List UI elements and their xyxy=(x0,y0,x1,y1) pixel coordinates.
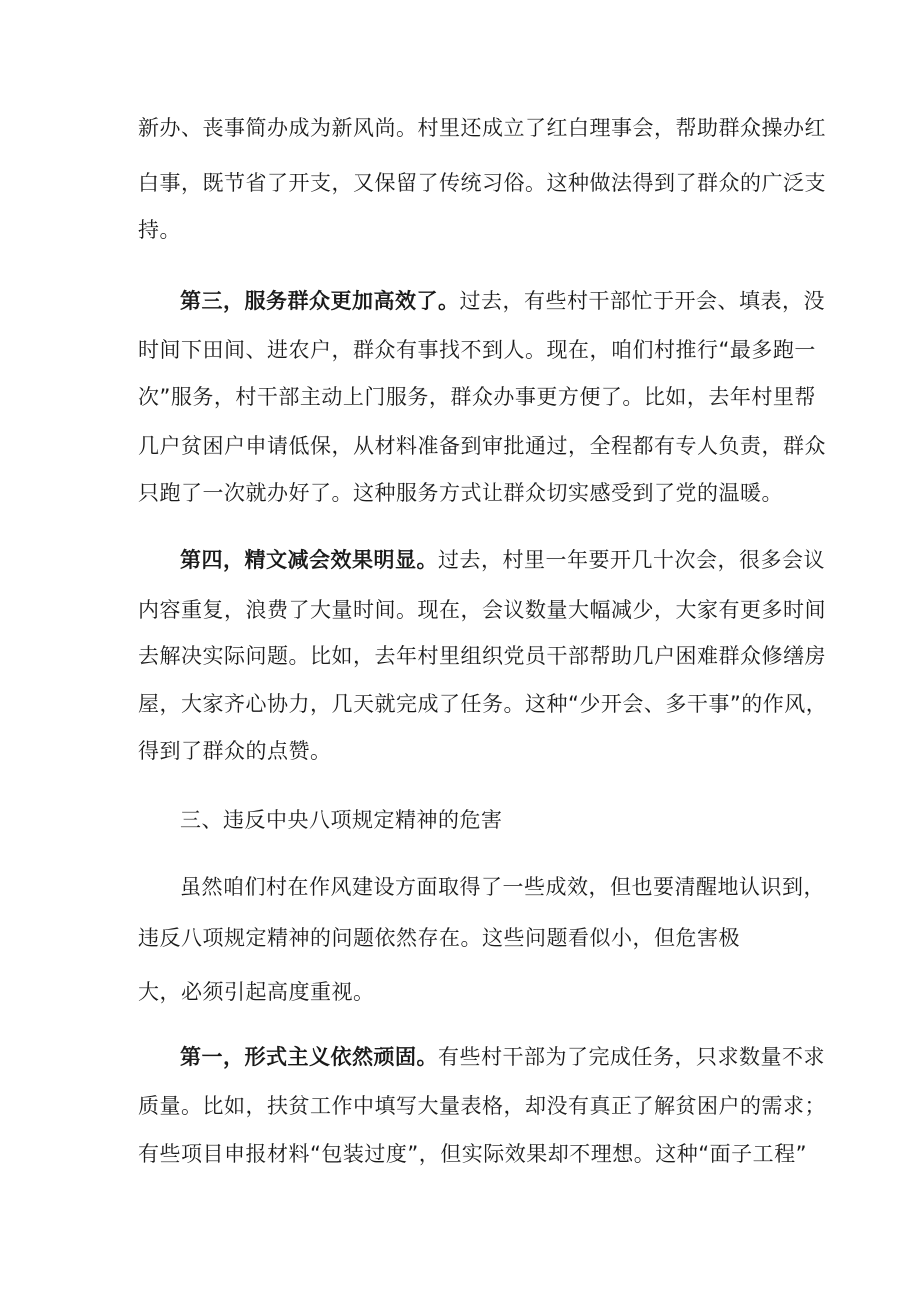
paragraph-3-heading: 第四，精文减会效果明显。 xyxy=(180,548,438,572)
paragraph-1-line-3: 持。 xyxy=(138,218,181,242)
paragraph-3-line-4: 屋，大家齐心协力，几天就完成了任务。这种“少开会、多干事”的作风， xyxy=(138,692,828,716)
paragraph-5-line-3: 有些项目申报材料“包装过度”，但实际效果却不理想。这种“面子工程” xyxy=(138,1142,808,1166)
paragraph-2-line-4: 几户贫困户申请低保，从材料准备到审批通过，全程都有专人负责，群众 xyxy=(138,434,826,458)
paragraph-4-line-3: 大，必须引起高度重视。 xyxy=(138,980,375,1004)
section-title: 三、违反中央八项规定精神的危害 xyxy=(180,808,503,832)
paragraph-2-line-1 xyxy=(180,287,825,315)
paragraph-1-line-1: 新办、丧事简办成为新风尚。村里还成立了红白理事会，帮助群众操办红 xyxy=(138,116,826,140)
paragraph-3-line-2: 内容重复，浪费了大量时间。现在，会议数量大幅减少，大家有更多时间 xyxy=(138,598,826,622)
paragraph-5-heading: 第一，形式主义依然顽固。 xyxy=(180,1045,438,1069)
paragraph-3-line-3: 去解决实际问题。比如，去年村里组织党员干部帮助几户困难群众修缮房 xyxy=(138,644,826,668)
paragraph-2-line-3: 次”服务，村干部主动上门服务，群众办事更方便了。比如，去年村里帮 xyxy=(138,385,816,409)
paragraph-4-line-2: 违反八项规定精神的问题依然存在。这些问题看似小，但危害极 xyxy=(138,926,740,950)
paragraph-1-line-2: 白事，既节省了开支，又保留了传统习俗。这种做法得到了群众的广泛支 xyxy=(138,171,826,195)
paragraph-3-line-1 xyxy=(180,546,825,574)
paragraph-3-line-1-text: 过去，村里一年要开几十次会，很多会议 xyxy=(438,548,825,572)
paragraph-2-line-2: 时间下田间、进农户，群众有事找不到人。现在，咱们村推行“最多跑一 xyxy=(138,338,816,362)
paragraph-2-line-5: 只跑了一次就办好了。这种服务方式让群众切实感受到了党的温暖。 xyxy=(138,481,783,505)
paragraph-5-line-1 xyxy=(180,1043,825,1071)
paragraph-2-heading: 第三，服务群众更加高效了。 xyxy=(180,289,460,313)
paragraph-5-line-2: 质量。比如，扶贫工作中填写大量表格，却没有真正了解贫困户的需求； xyxy=(138,1094,826,1118)
paragraph-3-line-5: 得到了群众的点赞。 xyxy=(138,739,332,763)
paragraph-2-line-1-text: 过去，有些村干部忙于开会、填表，没 xyxy=(459,289,825,313)
paragraph-5-line-1-text: 有些村干部为了完成任务，只求数量不求 xyxy=(438,1045,825,1069)
paragraph-4-line-1: 虽然咱们村在作风建设方面取得了一些成效，但也要清醒地认识到， xyxy=(180,875,825,899)
